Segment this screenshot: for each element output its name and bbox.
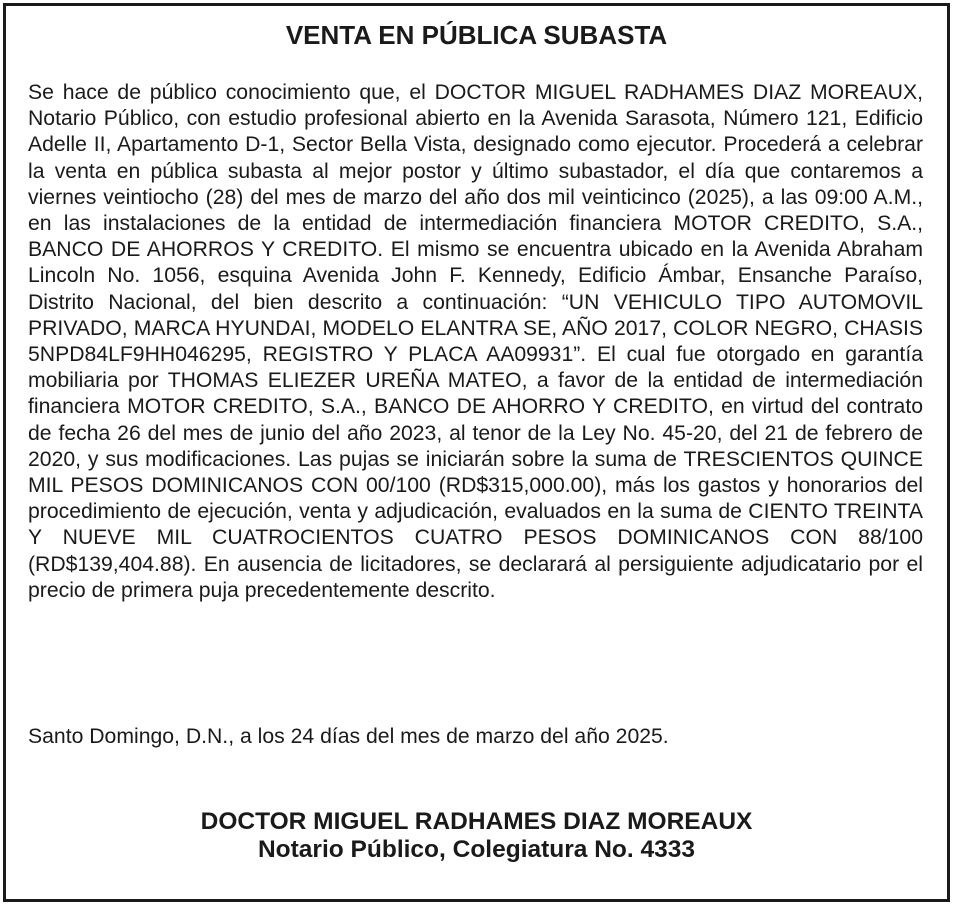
signature-title: Notario Público, Colegiatura No. 4333 xyxy=(257,836,695,863)
signature-name: DOCTOR MIGUEL RADHAMES DIAZ MOREAUX xyxy=(200,808,753,835)
notice-date-line: Santo Domingo, D.N., a los 24 días del mes de marzo del año 2025. xyxy=(28,725,669,748)
notice-frame xyxy=(3,3,950,902)
notice-title: VENTA EN PÚBLICA SUBASTA xyxy=(285,20,668,50)
signature-block xyxy=(6,808,947,864)
notice-body: Se hace de público conocimiento que, el DOCTOR MIGUEL RADHAMES DIAZ MOREAUX, Notario Público, con estudio profesional abierto en la Avenida Sarasota, Número 121, Edificio Adelle II, Apartamento D-1, Sector Bella Vista, designado como ejecutor. Procederá a celebrar la venta en pública subasta al mejor postor y último subastador, el día que contaremos a viernes veintiocho (28) del mes de marzo del año dos mil veinticinco (2025), a las 09:00 A.M., en las instalaciones de la entidad de intermediación financiera MOTOR CREDITO, S.A., BANCO DE AHORROS Y CREDITO. El mismo se encuentra ubicado en la Avenida Abraham Lincoln No. 1056, esquina Avenida John F. Kennedy, Edificio Ámbar, Ensanche Paraíso, Distrito Nacional, del bien descrito a continuación: “UN VEHICULO TIPO AUTOMOVIL PRIVADO, MARCA HYUNDAI, MODELO ELANTRA SE, AÑO 2017, COLOR NEGRO, CHASIS 5NPD84LF9HH046295, REGISTRO Y PLACA AA09931”. El cual fue otorgado en garantía mobiliaria por THOMAS ELIEZER UREÑA MATEO, a favor de la entidad de intermediación financiera MOTOR CREDITO, S.A., BANCO DE AHORRO Y CREDITO, en virtud del contrato de fecha 26 del mes de junio del año 2023, al tenor de la Ley No. 45-20, del 21 de febrero de 2020, y sus modificaciones. Las pujas se iniciarán sobre la suma de TRESCIENTOS QUINCE MIL PESOS DOMINICANOS CON 00/100 (RD$315,000.00), más los gastos y honorarios del procedimiento de ejecución, venta y adjudicación, evaluados en la suma de CIENTO TREINTA Y NUEVE MIL CUATROCIENTOS CUATRO PESOS DOMINICANOS CON 88/100 (RD$139,404.88). En ausencia de licitadores, se declarará al persiguiente adjudicatario por el precio de primera puja precedentemente descrito. xyxy=(28,81,923,602)
